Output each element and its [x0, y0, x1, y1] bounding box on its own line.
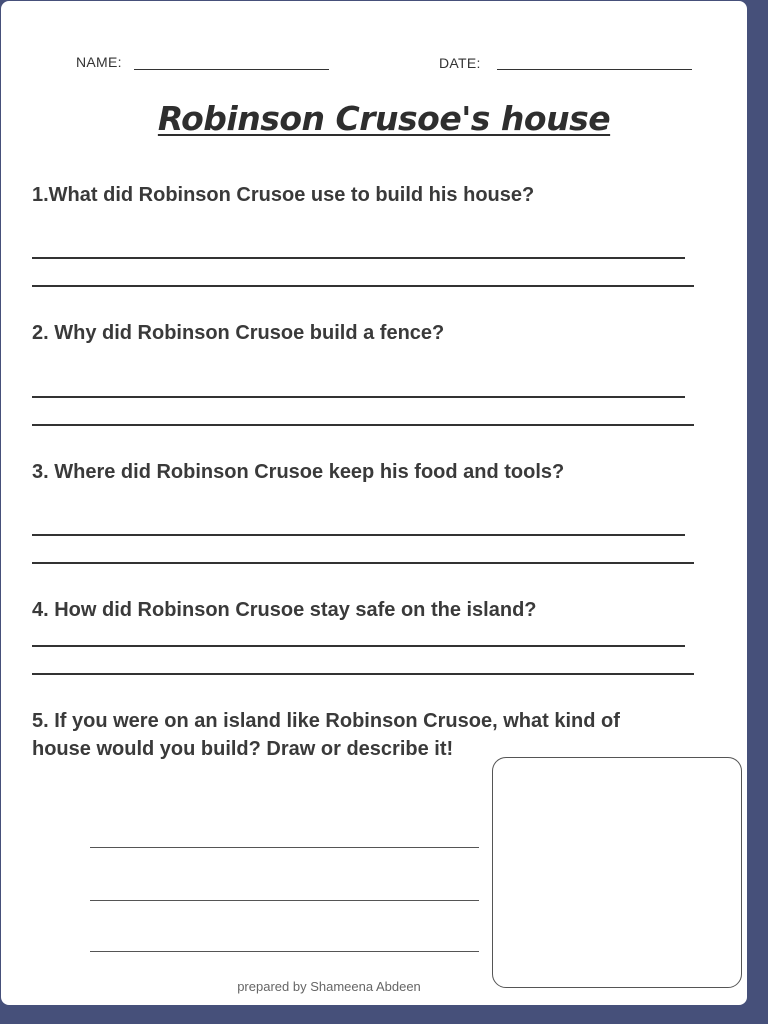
worksheet-page [1, 1, 747, 1005]
answer-line [32, 396, 685, 398]
answer-line [32, 285, 694, 287]
answer-line [32, 562, 694, 564]
worksheet-title: Robinson Crusoe's house [157, 99, 611, 138]
answer-line [32, 673, 694, 675]
answer-line [32, 534, 685, 536]
name-line [134, 69, 329, 70]
question-2: 2. Why did Robinson Crusoe build a fence? [32, 322, 445, 344]
answer-line [32, 645, 685, 647]
date-line [497, 69, 692, 70]
question-3: 3. Where did Robinson Crusoe keep his food and tools? [32, 461, 565, 483]
writing-line [90, 847, 479, 848]
drawing-box [492, 757, 742, 988]
footer-credit: prepared by Shameena Abdeen [237, 979, 421, 994]
answer-line [32, 424, 694, 426]
name-label: NAME: [76, 54, 122, 70]
question-1: 1.What did Robinson Crusoe use to build his house? [32, 184, 535, 206]
date-label: DATE: [439, 55, 481, 71]
writing-line [90, 951, 479, 952]
question-4: 4. How did Robinson Crusoe stay safe on the island? [32, 599, 537, 621]
writing-line [90, 900, 479, 901]
answer-line [32, 257, 685, 259]
question-5: 5. If you were on an island like Robinson Crusoe, what kind of house would you build? Draw or describe it! [32, 710, 620, 760]
